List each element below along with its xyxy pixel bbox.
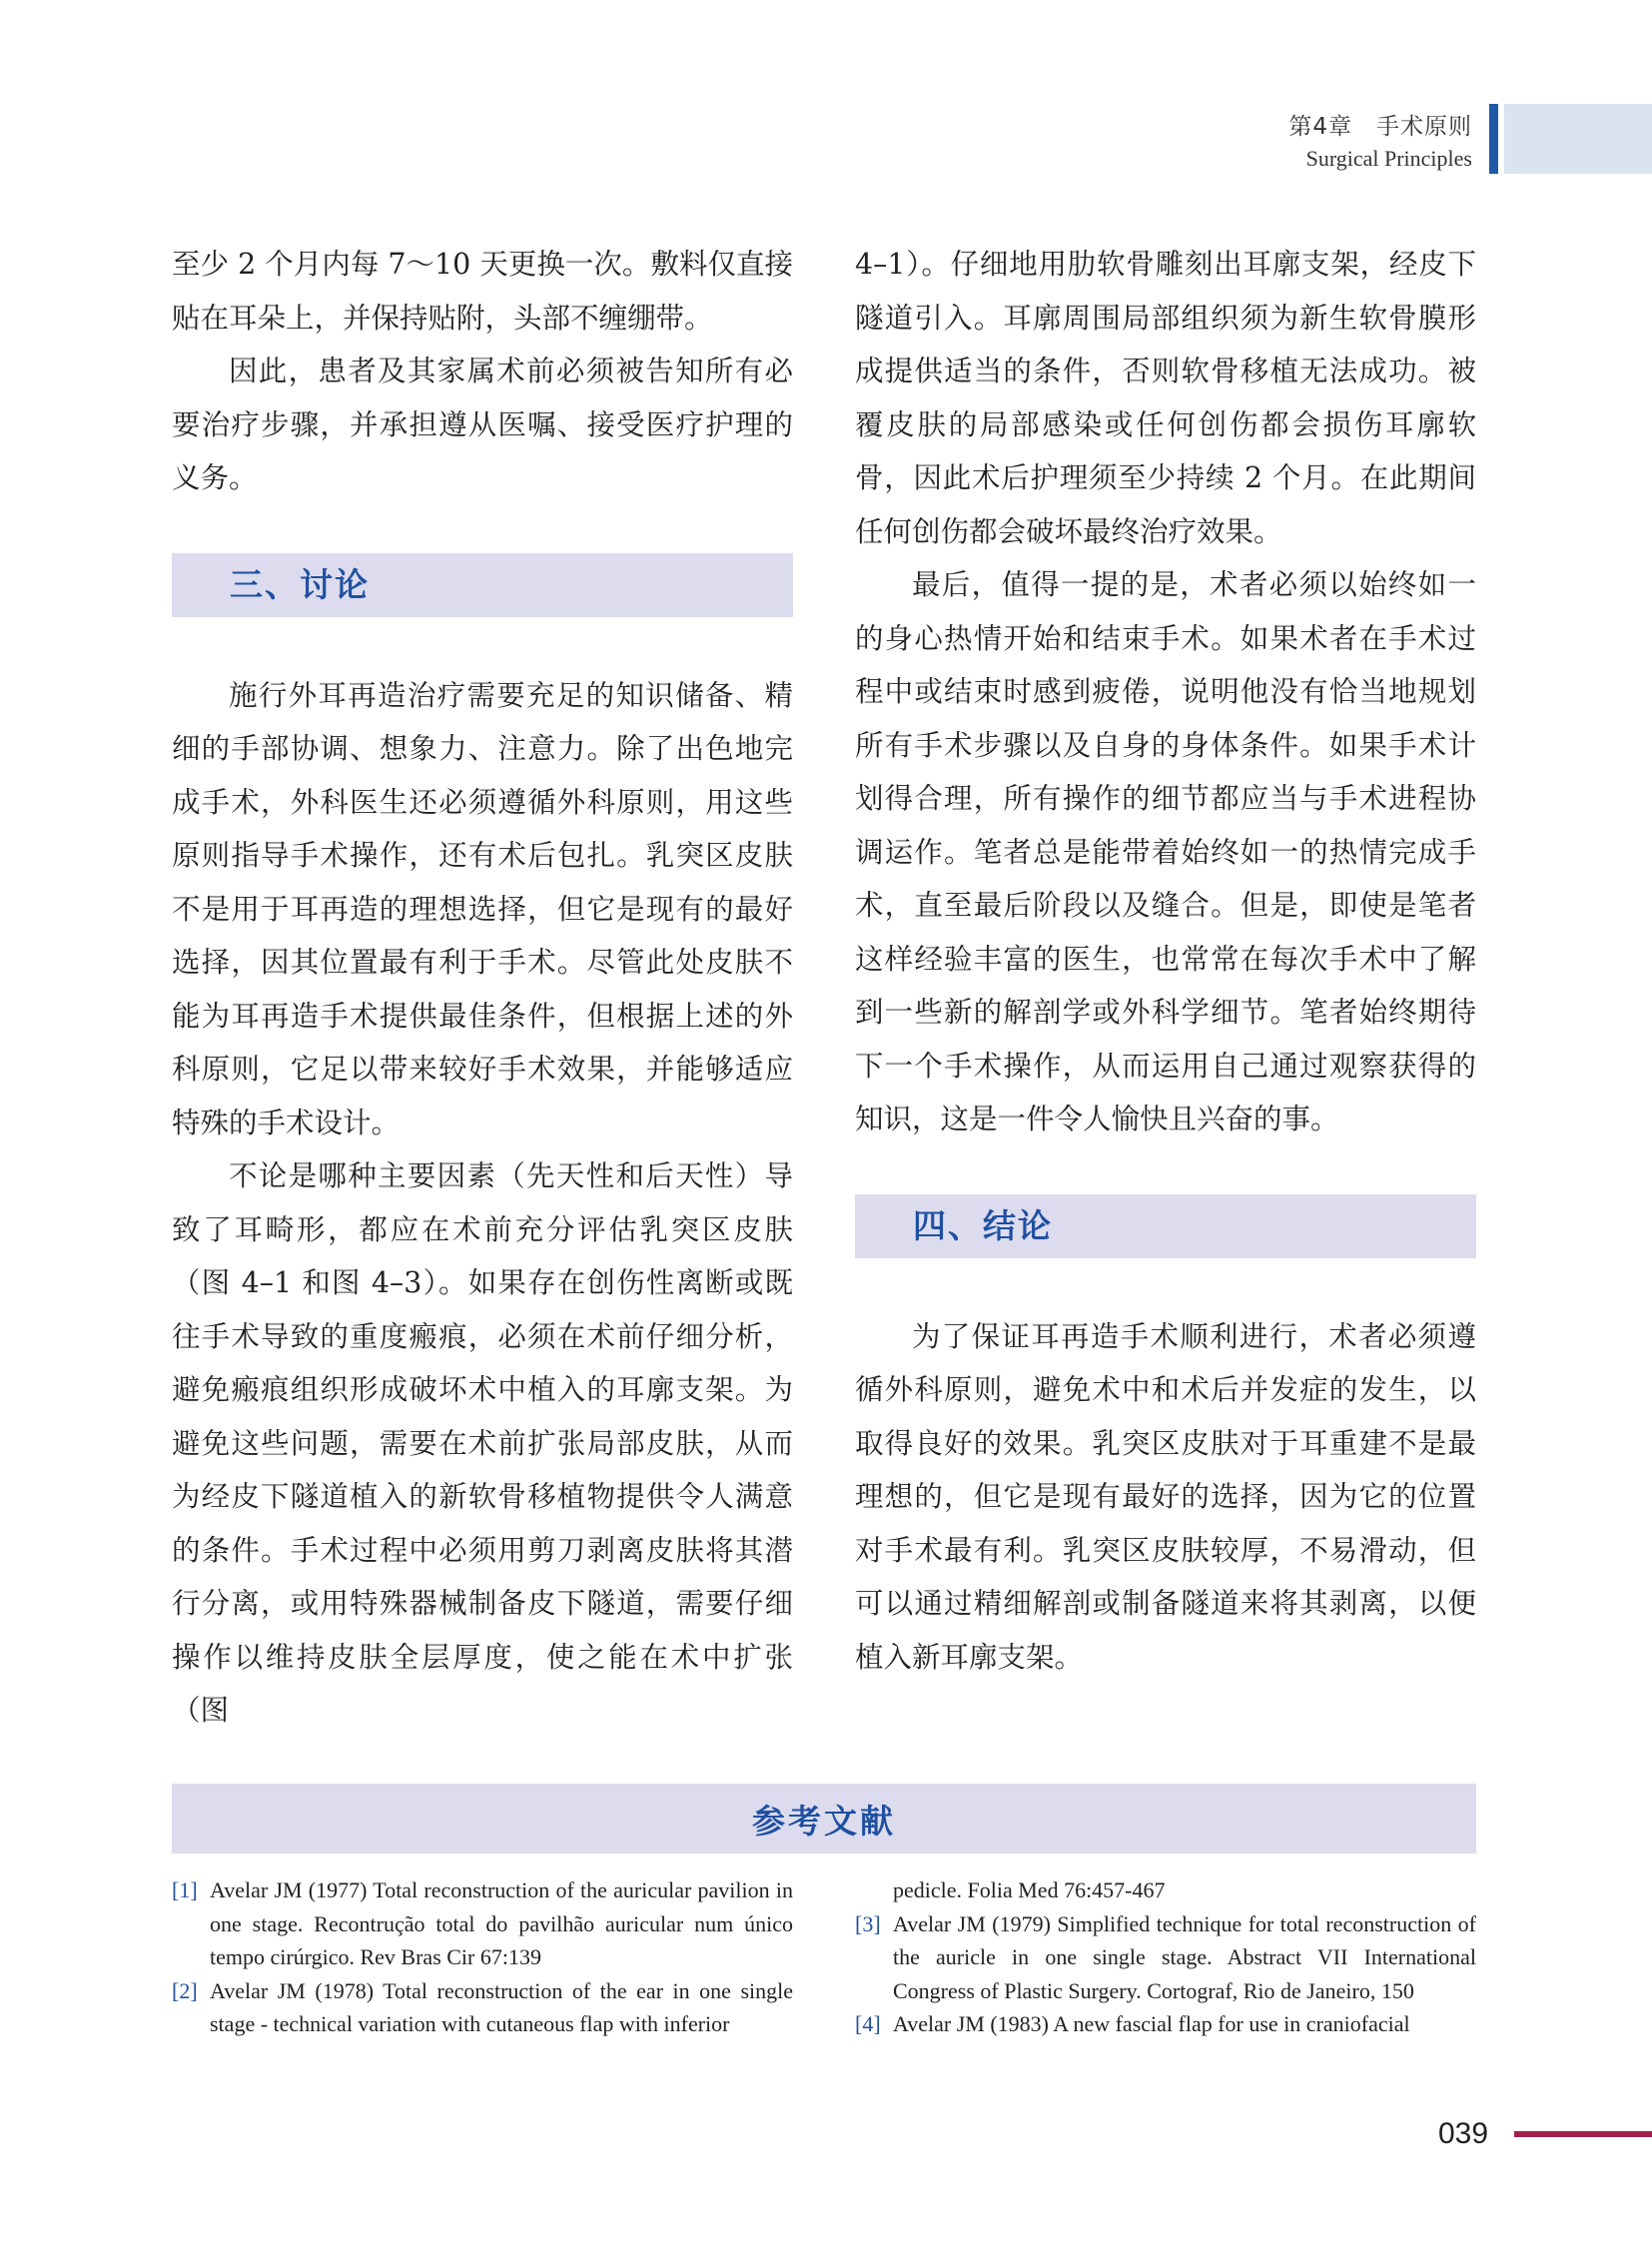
section-title: 三、讨论 [230,564,370,604]
right-column [855,238,1476,1684]
reference-item [855,2007,1476,2041]
reference-text: Avelar JM (1978) Total reconstruction of the ear in one single stage - technical variation with cutaneous flap with inferior [210,1977,793,2036]
paragraph: 不论是哪种主要因素（先天性和后天性）导致了耳畸形，都应在术前充分评估乳突区皮肤（图 4–1 和图 4–3）。如果存在创伤性离断或既往手术导致的重度瘢痕，必须在术前仔细分析，避免瘢痕组织形成破坏术中植入的耳廓支架。为避免这些问题，需要在术前扩张局部皮肤，从而为经皮下隧道植入的新软骨移植物提供令人满意的条件。手术过程中必须用剪刀剥离皮肤将其潜行分离，或用特殊器械制备皮下隧道，需要仔细操作以维持皮肤全层厚度，使之能在术中扩张（图 [172,1159,793,1727]
paragraph: 因此，患者及其家属术前必须被告知所有必要治疗步骤，并承担遵从医嘱、接受医疗护理的义务。 [172,355,793,494]
reference-number: [3] [855,1910,881,1936]
reference-text: Avelar JM (1979) Simplified technique for total reconstruction of the auricle in one single stage. Abstract VII International Congress of Plastic Surgery. Cortograf, Rio de Janeiro, 150 [893,1910,1476,2003]
running-header-chapter: 第4章 手术原则 [1288,114,1472,140]
references-title: 参考文献 [752,1801,896,1841]
paragraph: 为了保证耳再造手术顺利进行，术者必须遵循外科原则，避免术中和术后并发症的发生，以取得良好的效果。乳突区皮肤对于耳重建不是最理想的，但它是现有最好的选择，因为它的位置对手术最有利。乳突区皮肤较厚，不易滑动，但可以通过精细解剖或制备隧道来将其剥离，以便植入新耳廓支架。 [855,1319,1476,1674]
left-column [172,238,793,1738]
paragraph: 至少 2 个月内每 7～10 天更换一次。敷料仅直接贴在耳朵上，并保持贴附，头部不缠绷带。 [172,248,793,335]
references-banner [172,1784,1476,1854]
reference-item [855,1907,1476,2008]
page-number-rule [1514,2131,1652,2137]
page-number: 039 [1438,2117,1489,2150]
reference-number: [4] [855,2011,881,2036]
references-left-column [172,1873,793,2041]
section-heading-conclusion [855,1194,1476,1258]
paragraph: 最后，值得一提的是，术者必须以始终如一的身心热情开始和结束手术。如果术者在手术过程中或结束时感到疲倦，说明他没有恰当地规划所有手术步骤以及自身的身体条件。如果手术计划得合理，所有操作的细节都应当与手术进程协调运作。笔者总是能带着始终如一的热情完成手术，直至最后阶段以及缝合。但是，即使是笔者这样经验丰富的医生，也常常在每次手术中了解到一些新的解剖学或外科学细节。笔者始终期待下一个手术操作，从而运用自己通过观察获得的知识，这是一件令人愉快且兴奋的事。 [855,568,1476,1135]
section-title: 四、结论 [913,1205,1053,1245]
paragraph: 施行外耳再造治疗需要充足的知识储备、精细的手部协调、想象力、注意力。除了出色地完成手术，外科医生还必须遵循外科原则，用这些原则指导手术操作，还有术后包扎。乳突区皮肤不是用于耳再造的理想选择，但它是现有的最好选择，因其位置最有利于手术。尽管此处皮肤不能为耳再造手术提供最佳条件，但根据上述的外科原则，它足以带来较好手术效果，并能够适应特殊的手术设计。 [172,678,793,1139]
reference-continuation: pedicle. Folia Med 76:457-467 [893,1877,1166,1902]
paragraph: 4–1）。仔细地用肋软骨雕刻出耳廓支架，经皮下隧道引入。耳廓周围局部组织须为新生软骨膜形成提供适当的条件，否则软骨移植无法成功。被覆皮肤的局部感染或任何创伤都会损伤耳廓软骨，因此术后护理须至少持续 2 个月。在此期间任何创伤都会破坏最终治疗效果。 [855,248,1476,548]
reference-number: [1] [172,1877,198,1902]
reference-number: [2] [172,1977,198,2003]
header-tab-block [1504,104,1652,174]
running-header-english: Surgical Principles [1305,146,1472,171]
section-heading-discussion [172,553,793,617]
reference-item [172,1974,793,2041]
reference-text: Avelar JM (1983) A new fascial flap for use in craniofacial [893,2011,1410,2036]
references-right-column [855,1873,1476,2041]
reference-text: Avelar JM (1977) Total reconstruction of the auricular pavilion in one stage. Recontrução total do pavilhão auricular num único tempo cirúrgico. Rev Bras Cir 67:139 [210,1877,793,1969]
header-accent-bar [1489,104,1498,174]
reference-item [172,1873,793,1974]
